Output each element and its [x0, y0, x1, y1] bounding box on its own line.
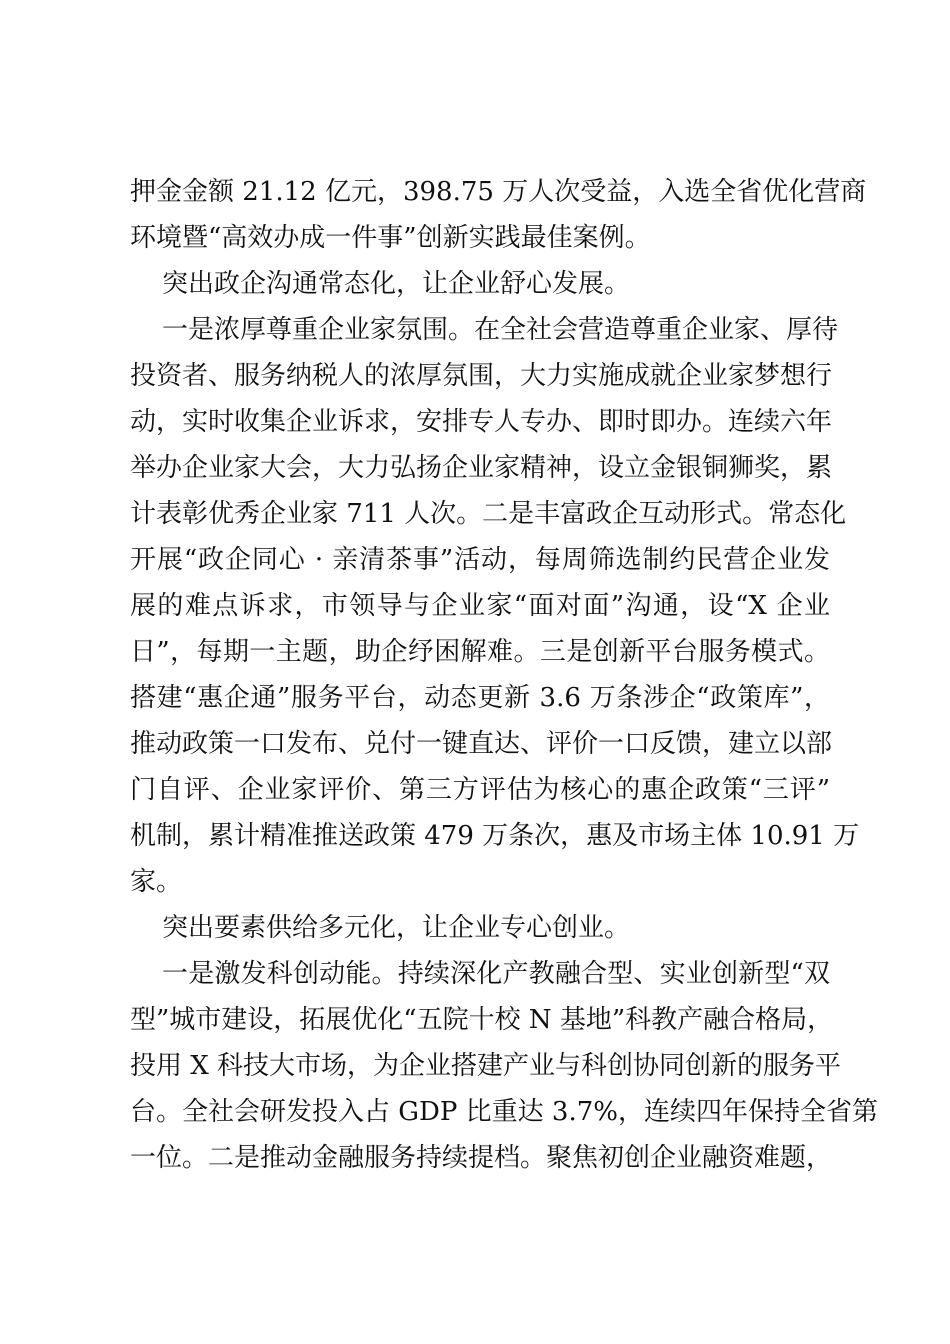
text-line: 一是激发科创动能。持续深化产教融合型、实业创新型“双: [162, 959, 830, 989]
text-line: 家。: [130, 867, 183, 897]
text-line: 门自评、企业家评价、第三方评估为核心的惠企政策“三评”: [130, 775, 830, 805]
text-line: 动，实时收集企业诉求，安排专人专办、即时即办。连续六年: [130, 407, 833, 437]
text-line: 展的难点诉求，市领导与企业家“面对面”沟通，设“X 企业: [130, 591, 830, 621]
text-line: 押金金额 21.12 亿元，398.75 万人次受益，入选全省优化营商: [130, 177, 867, 207]
text-line: 突出政企沟通常态化，让企业舒心发展。: [162, 269, 631, 299]
text-line: 突出要素供给多元化，让企业专心创业。: [162, 913, 631, 943]
text-line: 推动政策一口发布、兑付一键直达、评价一口反馈，建立以部: [130, 729, 833, 759]
text-line: 一是浓厚尊重企业家氛围。在全社会营造尊重企业家、厚待: [162, 315, 839, 345]
text-line: 环境暨“高效办成一件事”创新实践最佳案例。: [130, 223, 651, 253]
text-line: 开展“政企同心 · 亲清茶事”活动，每周筛选制约民营企业发: [130, 545, 830, 575]
text-line: 搭建“惠企通”服务平台，动态更新 3.6 万条涉企“政策库”，: [130, 683, 830, 713]
text-line: 一位。二是推动金融服务持续提档。聚焦初创企业融资难题，: [130, 1143, 833, 1173]
text-line: 日”，每期一主题，助企纾困解难。三是创新平台服务模式。: [130, 637, 830, 667]
text-line: 型”城市建设，拓展优化“五院十校 N 基地”科教产融合格局，: [130, 1005, 834, 1035]
text-line: 计表彰优秀企业家 711 人次。二是丰富政企互动形式。常态化: [130, 499, 847, 529]
text-line: 投用 X 科技大市场，为企业搭建产业与科创协同创新的服务平: [130, 1051, 842, 1081]
text-line: 举办企业家大会，大力弘扬企业家精神，设立金银铜狮奖，累: [130, 453, 833, 483]
text-line: 投资者、服务纳税人的浓厚氛围，大力实施成就企业家梦想行: [130, 361, 833, 391]
text-line: 机制，累计精准推送政策 479 万条次，惠及市场主体 10.91 万: [130, 821, 860, 851]
text-line: 台。全社会研发投入占 GDP 比重达 3.7%，连续四年保持全省第: [130, 1097, 878, 1127]
